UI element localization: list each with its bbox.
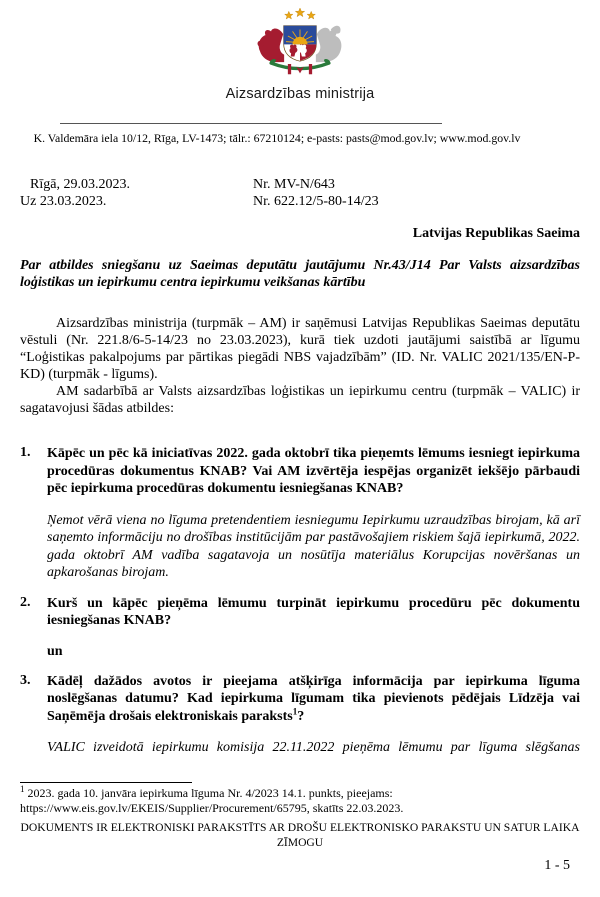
reply-date: Uz 23.03.2023. bbox=[20, 193, 107, 209]
page-footer bbox=[0, 782, 600, 874]
letterhead bbox=[0, 0, 600, 146]
footnote bbox=[20, 786, 580, 816]
question-number: 1. bbox=[20, 445, 31, 460]
document-meta bbox=[20, 177, 580, 210]
question-number: 3. bbox=[20, 672, 31, 688]
latvia-coat-of-arms-icon bbox=[240, 8, 360, 78]
footnote-ref-marker: 1 bbox=[292, 705, 298, 716]
question-text: Kāpēc un pēc kā iniciatīvas 2022. gada oktobrī tika pieņemts lēmums iesniegt iepirkuma procedūras dokumentus KNAB? Vai AM izvērtēja iespējas organizēt iekšējo pārbaudi pēc iepirkuma procedūras dokumentu iesniegšanas KNAB? bbox=[47, 446, 580, 496]
footnote-rule bbox=[20, 782, 192, 783]
doc-number: Nr. MV-N/643 bbox=[253, 177, 335, 192]
subject-line: Par atbildes sniegšanu uz Saeimas deputātu jautājumu Nr.43/J14 Par Valsts aizsardzības loģistikas un iepirkumu centra iepirkumu veikšanas kārtību bbox=[20, 258, 580, 290]
question-item-2 bbox=[20, 595, 580, 660]
connector-text: un bbox=[47, 643, 63, 659]
header-rule bbox=[60, 123, 442, 124]
answer-text: VALIC izveidotā iepirkumu komisija 22.11.2022 pieņēma lēmumu par līguma slēgšanas bbox=[47, 740, 580, 755]
signature-note: DOKUMENTS IR ELEKTRONISKI PARAKSTĪTS AR DROŠU ELEKTRONISKO PARAKSTU UN SATUR LAIKA ZĪMOGU bbox=[20, 821, 580, 849]
question-text: Kādēļ dažādos avotos ir pieejama atšķirīga informācija par iepirkuma līguma noslēgšanas datumu? Kad iepirkuma līgumam tika pievienots pēdējais Līdzēja vai Saņēmēja drošais elektroniskais paraksts$^1$? bbox=[47, 673, 580, 724]
footnote-url: https://www.eis.gov.lv/EKEIS/Supplier/Procurement/65795, skatīts 22.03.2023. bbox=[20, 801, 404, 815]
question-item-3 bbox=[20, 673, 580, 757]
meta-row-date bbox=[20, 177, 580, 194]
body-paragraph: AM sadarbībā ar Valsts aizsardzības loģistikas un iepirkumu centru (turpmāk – VALIC) ir sagatavojusi šādas atbildes: bbox=[20, 384, 580, 416]
answer-text: Ņemot vērā viena no līguma pretendentiem iesniegumu Iepirkumu uzraudzības birojam, kā arī saņemto informāciju no drošības institūcijām par pastāvošajiem riskiem šajā iepirkumā, 2022. gada oktobrī AM vadība sagatavoja un nosūtīja materiālus Korupcijas novēršanas un apkarošanas birojam. bbox=[47, 512, 580, 580]
footnote-ref: 1 bbox=[20, 784, 25, 794]
question-text: Kurš un kāpēc pieņēma lēmumu turpināt iepirkumu procedūru pēc dokumentu iesniegšanas KNAB? bbox=[47, 595, 580, 628]
ministry-name: Aizsardzības ministrija bbox=[225, 86, 375, 102]
question-list bbox=[20, 445, 580, 757]
question-item-1 bbox=[20, 445, 580, 582]
question-number: 2. bbox=[20, 594, 31, 610]
place-date: Rīgā, 29.03.2023. bbox=[30, 177, 130, 192]
page-number: 1 - 5 bbox=[544, 858, 570, 873]
recipient: Latvijas Republikas Saeima bbox=[412, 226, 580, 241]
address-line: K. Valdemāra iela 10/12, Rīga, LV-1473; tālr.: 67210124; e-pasts: pasts@mod.gov.lv; www.mod.gov.lv bbox=[33, 131, 521, 145]
reply-number: Nr. 622.12/5-80-14/23 bbox=[253, 193, 379, 209]
body-paragraph: Aizsardzības ministrija (turpmāk – AM) ir saņēmusi Latvijas Republikas Saeimas deputātu vēstuli (Nr. 221.8/6-5-14/23 no 23.03.2023), kurā tiek uzdoti jautājumi saistībā ar līgumu “Loģistikas pakalpojums par pārtikas piegādi NBS vajadzībām” (ID. Nr. VALIC 2021/135/EN-P-KD) (turpmāk - līgums). bbox=[20, 316, 580, 382]
meta-row-reply bbox=[20, 194, 580, 211]
footnote-text: 2023. gada 10. janvāra iepirkuma līguma Nr. 4/2023 14.1. punkts, pieejams: bbox=[24, 786, 393, 800]
